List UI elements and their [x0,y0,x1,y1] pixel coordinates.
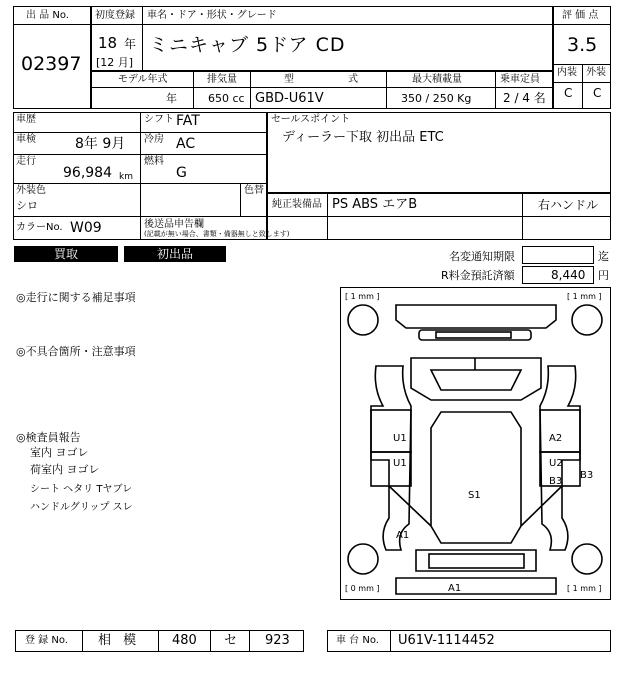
max-load-label: 最大積載量 [412,74,462,85]
wheel-rear-right [572,544,602,574]
history-label: 車歴 [16,114,36,125]
inspector-line: シート ヘタリ Tヤブレ [30,484,133,495]
door-right-front [540,410,580,452]
post-docs-label: 後送品申告欄 [144,219,204,230]
mileage-label: 走行 [16,156,36,167]
max-load-value: 350 / 250 Kg [401,92,472,105]
score-value: 3.5 [567,34,598,56]
registration-label: 登 録 No. [25,635,68,646]
car-name: ミニキャブ 5ドア CD [149,34,346,56]
title-deadline-unit: 迄 [598,250,609,263]
fuel-value: G [176,165,187,181]
model-year-unit: 年 [166,92,177,105]
tire-depth-rear-right: [ 1 mm ] [567,584,602,593]
displacement-label: 排気量 [207,74,237,85]
first-reg-label: 初度登録 [95,10,135,21]
first-reg-month: [12 月] [96,56,134,69]
interior-grade: C [564,86,573,100]
damage-mark: S1 [468,490,481,501]
capacity-value: 2 / 4 名 [503,91,546,105]
defects-notes-label: ◎不具合箇所・注意事項 [16,345,136,358]
shift-label: シフト [144,114,174,125]
first-reg-year-unit: 年 [124,37,137,51]
first-listing-badge: 初出品 [124,246,226,262]
front-bumper [396,305,556,328]
damage-mark: U1 [393,458,407,469]
door-left-front [371,410,411,452]
displacement-value: 650 cc [208,92,245,105]
damage-mark: A1 [396,530,410,541]
inspection-value: 8年 9月 [75,136,126,152]
chassis-label: 車 台 No. [336,635,379,646]
lot-label: 出 品 No. [26,10,69,21]
exterior-grade: C [593,86,602,100]
inspector-report-label: ◎検査員報告 [16,431,81,444]
color-no-label: カラーNo. [16,222,63,233]
recycle-value: 8,440 [551,268,586,282]
wheel-front-left [348,305,378,335]
model-year-label: モデル年式 [118,74,168,85]
hood [411,358,541,400]
driving-notes-label: ◎走行に関する補足事項 [16,291,136,304]
score-label: 評 価 点 [562,10,599,21]
recolor-label: 色替 [244,185,264,196]
inspector-line: 室内 ヨゴレ [30,446,89,459]
damage-mark: U2 [549,458,563,469]
color-no-value: W09 [70,220,102,236]
inspector-line: 荷室内 ヨゴレ [30,463,100,476]
type-label: 型 [284,74,294,85]
registration-area: 相 模 [98,633,141,648]
interior-grade-label: 内装 [557,67,577,78]
equipment-value: PS ABS エアB [332,197,418,212]
roof [431,412,521,543]
sales-point-label: セールスポイント [271,114,351,125]
damage-mark: U1 [393,433,407,444]
shift-value: FAT [176,113,200,129]
damage-diagram [340,287,611,600]
wheel-front-right [572,305,602,335]
damage-mark: B3 [549,476,563,487]
registration-number: 923 [265,633,290,648]
ac-label: 冷房 [144,134,164,145]
registration-kana: セ [224,633,238,648]
tire-depth-front-right: [ 1 mm ] [567,292,602,301]
ac-value: AC [176,136,196,152]
recycle-label: R料金預託済額 [441,269,515,282]
recycle-unit: 円 [598,269,609,282]
exterior-grade-label: 外装 [586,67,606,78]
ext-color-label: 外装色 [16,185,46,196]
mileage-unit: km [119,172,133,182]
car-name-label: 車名・ドア・形状・グレード [147,10,277,21]
post-docs-note: (記載が無い場合、書類・備器無しと致します) [144,230,290,238]
lot-number: 02397 [21,53,82,75]
damage-mark: B3 [580,470,594,481]
first-reg-year: 18 [98,34,118,52]
wheel-rear-left [348,544,378,574]
equipment-label: 純正装備品 [272,199,322,210]
title-deadline-label: 名変通知期限 [449,250,515,263]
capacity-label: 乗車定員 [500,74,540,85]
rear-bumper [396,578,556,594]
type-value: GBD-U61V [255,91,324,106]
tire-depth-front-left: [ 1 mm ] [345,292,380,301]
sales-point-text: ディーラー下取 初出品 ETC [282,130,444,145]
damage-mark: A2 [549,433,563,444]
steering-value: 右ハンドル [538,198,599,212]
inspector-line: ハンドルグリップ スレ [30,502,133,513]
registration-class: 480 [172,633,197,648]
mileage-value: 96,984 [63,165,112,181]
tire-depth-rear-left: [ 0 mm ] [345,584,380,593]
ext-color-value: シロ [16,199,38,212]
fuel-label: 燃料 [144,156,164,167]
type-label-2: 式 [348,74,358,85]
inspection-label: 車検 [16,134,36,145]
buy-badge: 買取 [14,246,118,262]
chassis-number: U61V-1114452 [398,633,495,648]
title-deadline-box [522,246,594,264]
damage-mark: A1 [448,583,462,594]
